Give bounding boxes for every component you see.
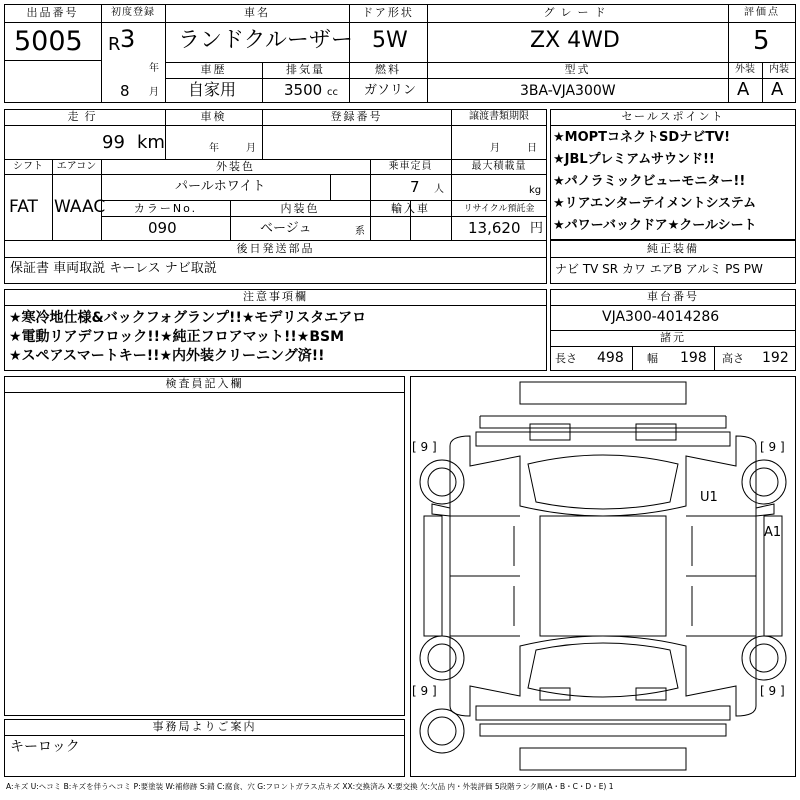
first-reg-month: 8 xyxy=(120,82,130,100)
height: 192 xyxy=(762,350,789,366)
sales-points-label: セールスポイント xyxy=(621,110,725,123)
inspector-block xyxy=(4,376,405,716)
equipment: ナビ TV SR カワ エアB アルミ PS PW xyxy=(555,262,763,276)
history-label: 車歴 xyxy=(200,63,227,76)
recycle-label: リサイクル預託金 xyxy=(463,204,535,214)
aircon-label: エアコン xyxy=(56,161,97,172)
grade: ZX 4WD xyxy=(530,28,620,53)
color-no: 090 xyxy=(148,219,177,237)
first-reg-era: R xyxy=(108,34,121,55)
model: 3BA-VJA300W xyxy=(520,83,616,99)
int-color-label: 内装色 xyxy=(280,202,320,215)
import-label: 輸入車 xyxy=(391,202,430,215)
legend: A:キズ U:ヘコミ B:キズを伴うヘコミ P:要塗装 W:補修跡 S:錆 C:腐食、穴 G:フロントガラス点キズ XX:交換済み X:要交換 欠:欠品 内・外装評価 5段階ランク順(A・B・C・D・E) 1 xyxy=(6,782,614,791)
later-parts-label: 後日発送部品 xyxy=(236,242,315,255)
sales-point-1: ★MOPTコネクトSDナビTV! xyxy=(553,130,731,145)
car-name: ランドクルーザー xyxy=(178,28,353,53)
mileage: 99 xyxy=(102,132,125,153)
mileage-unit: km xyxy=(137,132,165,153)
int-color-unit: 系 xyxy=(355,226,365,237)
transfer-month-unit: 月 xyxy=(490,143,500,154)
fuel: ガソリン xyxy=(364,83,417,98)
length: 498 xyxy=(597,350,624,366)
chassis-label: 車台番号 xyxy=(647,290,699,303)
notes-label: 注意事項欄 xyxy=(243,290,308,303)
int-score: A xyxy=(771,79,784,100)
displacement: 3500 xyxy=(284,81,323,99)
ext-score-label: 外装 xyxy=(735,64,755,75)
later-parts: 保証書 車両取説 キーレス ナビ取説 xyxy=(10,261,217,276)
model-label: 型式 xyxy=(564,63,591,76)
recycle: 13,620 xyxy=(468,219,521,237)
sales-point-3: ★パノラミックビューモニター!! xyxy=(553,174,746,189)
shift-label: シフト xyxy=(13,161,43,172)
car-diagram-drawing xyxy=(410,376,796,777)
first-reg-month-unit: 月 xyxy=(149,87,159,98)
width-label: 幅 xyxy=(647,352,658,365)
tire-mark-fl: [ 9 ] xyxy=(412,440,437,454)
sales-point-4: ★リアエンターテイメントシステム xyxy=(553,196,757,211)
score: 5 xyxy=(753,26,770,56)
mileage-label: 走行 xyxy=(67,110,102,123)
load-label: 最大積載量 xyxy=(471,161,527,172)
height-label: 高さ xyxy=(722,352,744,365)
damage-mark-a1: A1 xyxy=(764,525,782,540)
inspection-year-unit: 年 xyxy=(209,143,219,154)
office-label: 事務局よりご案内 xyxy=(152,720,257,733)
first-reg-year-unit: 年 xyxy=(149,63,159,74)
length-label: 長さ xyxy=(555,352,577,365)
note-line-1: ★寒冷地仕様&バックフォグランプ!!★モデリスタエアロ xyxy=(9,310,367,326)
tire-mark-fr: [ 9 ] xyxy=(760,440,785,454)
displacement-unit: cc xyxy=(327,87,338,98)
int-color: ベージュ xyxy=(260,221,312,236)
color-no-label: カラーNo. xyxy=(133,202,198,215)
displacement-label: 排気量 xyxy=(286,63,325,76)
door-type: 5W xyxy=(372,28,408,53)
first-reg-label: 初度登録 xyxy=(111,7,155,18)
reg-no-label: 登録番号 xyxy=(330,110,383,123)
chassis-number: VJA300-4014286 xyxy=(602,309,720,325)
note-line-3: ★スペアスマートキー!!★内外装クリーニング済!! xyxy=(9,348,325,364)
capacity: 7 xyxy=(410,178,420,196)
history: 自家用 xyxy=(188,80,237,99)
equipment-label: 純正装備 xyxy=(647,242,699,255)
ext-color: パールホワイト xyxy=(175,179,266,194)
inspector-label: 検査員記入欄 xyxy=(165,377,244,390)
sales-point-5: ★パワーバックドア★クールシート xyxy=(553,218,757,233)
office-note: キーロック xyxy=(10,739,80,755)
dimensions-label: 諸元 xyxy=(660,331,686,344)
capacity-unit: 人 xyxy=(434,184,444,195)
car-name-label: 車名 xyxy=(244,6,270,19)
width: 198 xyxy=(680,350,707,366)
load-unit: kg xyxy=(529,185,542,196)
door-label: ドア形状 xyxy=(362,6,414,19)
lot-label: 出品番号 xyxy=(26,6,79,19)
inspection-month-unit: 月 xyxy=(246,143,256,154)
transfer-day-unit: 日 xyxy=(527,143,537,154)
damage-mark-u1: U1 xyxy=(700,490,718,505)
tire-mark-rl: [ 9 ] xyxy=(412,684,437,698)
capacity-label: 乗車定員 xyxy=(388,161,433,172)
sales-point-2: ★JBLプレミアムサウンド!! xyxy=(553,152,715,167)
recycle-unit: 円 xyxy=(530,221,544,236)
ext-score: A xyxy=(737,79,750,100)
tire-mark-rr: [ 9 ] xyxy=(760,684,785,698)
first-reg-year: 3 xyxy=(120,25,136,53)
ext-color-label: 外装色 xyxy=(216,160,255,173)
aircon: WAAC xyxy=(54,197,106,217)
transfer-label: 譲渡書類期限 xyxy=(469,111,529,122)
int-score-label: 内装 xyxy=(769,64,789,75)
score-label: 評価点 xyxy=(744,7,780,18)
fuel-label: 燃料 xyxy=(375,63,401,76)
shift: FAT xyxy=(9,197,38,217)
inspection-label: 車検 xyxy=(200,110,227,123)
lot-number: 5005 xyxy=(14,26,83,57)
grade-label: グレード xyxy=(543,6,612,19)
note-line-2: ★電動リアデフロック!!★純正フロアマット!!★BSM xyxy=(9,329,345,345)
